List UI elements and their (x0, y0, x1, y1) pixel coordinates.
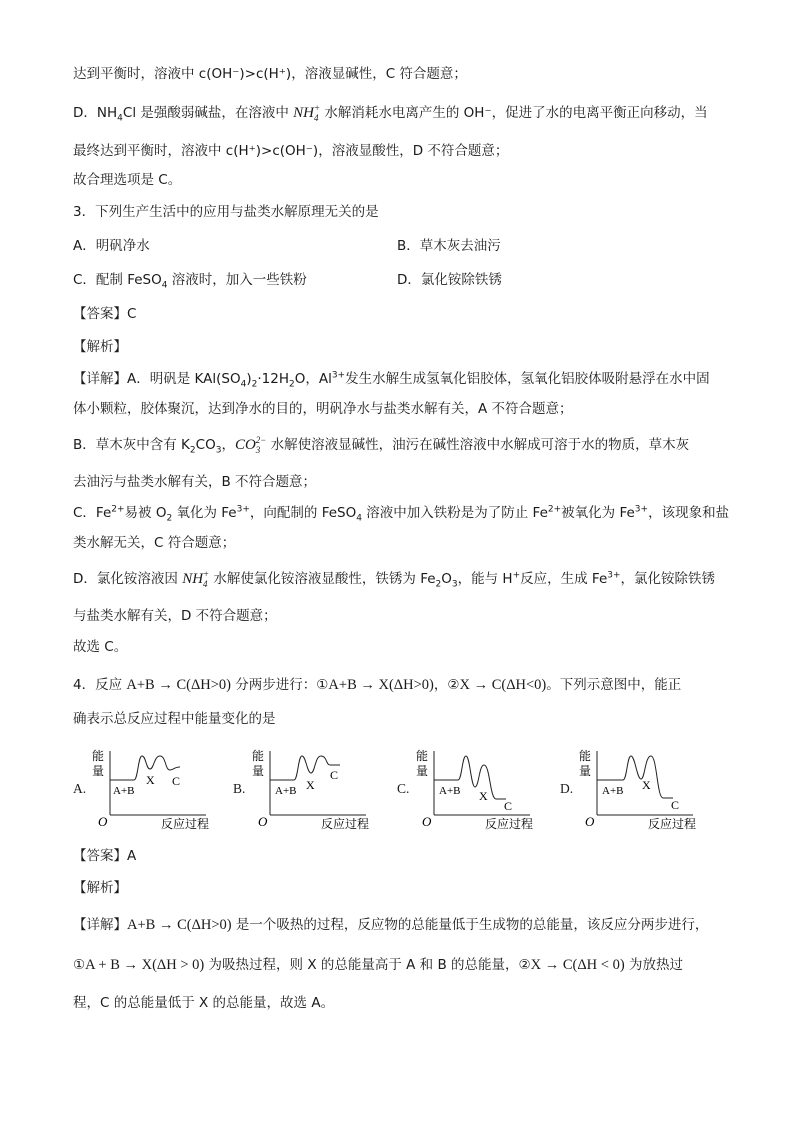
energy-diagram-c (412, 743, 572, 835)
q3-detail-line-5: C．$Fe^{2+}$易被 $O_2$ 氧化为 $Fe^{3+}$，向配制的 FeSO$_4$ 溶液中加入铁粉是为了防止 $Fe^{2+}$被氧化为 $Fe^{3+}$，该现象和盐 (73, 504, 730, 524)
energy-diagram-b-svg (248, 743, 408, 835)
diagram-xlabel: 反应过程 (161, 817, 210, 831)
q3-analysis-title: 【解析】 (73, 339, 127, 355)
q4-diagram-label-a: A. (73, 781, 87, 796)
diagram-ylabel-2: 量 (92, 764, 105, 778)
reactant-label: A+B (602, 785, 624, 797)
intermediate-label: X (146, 773, 155, 787)
q4-stem-line-2: 确表示总反应过程中能量变化的是 (73, 711, 276, 727)
q3-detail-line-2: 体小颗粒，胶体聚沉，达到净水的目的，明矾净水与盐类水解有关，A 不符合题意； (73, 401, 573, 417)
q4-answer: 【答案】A (73, 848, 137, 864)
intermediate-label: X (642, 778, 651, 792)
diagram-xlabel: 反应过程 (648, 817, 697, 831)
reactant-label: A+B (113, 785, 135, 797)
q4-diagram-label-b: B. (233, 781, 246, 796)
q2-option-d-line-2: 最终达到平衡时，溶液中 c(H⁺)>c(OH⁻)，溶液显酸性，D 不符合题意； (73, 143, 509, 159)
energy-diagram-a (88, 743, 248, 835)
q3-detail-line-3: B．草木灰中含有 $K_2CO_3$，CO 2− 3 水解使溶液显碱性，油污在碱性溶液中水解成可溶于水的物质，草木灰 (73, 435, 690, 456)
q3-option-b: B．草木灰去油污 (397, 238, 501, 254)
diagram-origin: O (422, 814, 432, 829)
q3-answer: 【答案】C (73, 306, 137, 322)
energy-diagram-d-svg (575, 743, 735, 835)
q3-detail-line-4: 去油污与盐类水解有关，B 不符合题意； (73, 474, 317, 490)
diagram-ylabel-2: 量 (579, 764, 592, 778)
q3-detail-line-1: 【详解】A．明矾是 $KAl(SO_4)_2\cdot 12H_2O$，$Al^{3+}$发生水解生成氢氧化铝胶体，氢氧化铝胶体吸附悬浮在水中固 (73, 370, 710, 390)
q3-option-d: D．氯化铵除铁锈 (397, 272, 502, 288)
reactant-label: A+B (439, 785, 461, 797)
q4-detail-line-3: 程，C 的总能量低于 X 的总能量，故选 A。 (73, 995, 335, 1011)
diagram-ylabel-2: 量 (252, 764, 265, 778)
q3-detail-line-8: 与盐类水解有关，D 不符合题意； (73, 608, 277, 624)
diagram-ylabel-1: 能 (416, 749, 429, 763)
q3-stem: 3．下列生产生活中的应用与盐类水解原理无关的是 (73, 204, 379, 220)
q2-option-d-line: D．$NH_4Cl$ 是强酸弱碱盐，在溶液中 NH + 4 水解消耗水电离产生的 OH⁻，促进了水的电离平衡正向移动，当 (73, 103, 708, 124)
q3-conclusion: 故选 C。 (73, 639, 128, 655)
energy-curve (110, 756, 180, 780)
energy-diagram-b (248, 743, 408, 835)
q4-diagram-label-d: D. (560, 781, 574, 796)
diagram-origin: O (585, 814, 595, 829)
product-label: C (172, 774, 181, 788)
intermediate-label: X (479, 789, 488, 803)
q4-detail-line-2: ①A + B → X(ΔH > 0) 为吸热过程，则 X 的总能量高于 A 和 B 的总能量，②X → C(ΔH < 0) 为放热过 (73, 957, 683, 973)
q4-detail-line-1: 【详解】A+B → C(ΔH>0) 是一个吸热的过程，反应物的总能量低于生成物的总能量，该反应分两步进行， (73, 917, 709, 933)
intermediate-label: X (306, 778, 315, 792)
diagram-origin: O (258, 814, 268, 829)
energy-diagram-d (575, 743, 735, 835)
q3-detail-line-6: 类水解无关，C 符合题意； (73, 535, 236, 551)
product-label: C (504, 799, 513, 813)
energy-diagram-a-svg (88, 743, 248, 835)
diagram-ylabel-1: 能 (92, 749, 105, 763)
q4-stem-line-1: 4．反应 A+B → C(ΔH>0) 分两步进行：①A+B → X(ΔH>0)，②X → C(ΔH<0)。下列示意图中，能正 (73, 677, 682, 693)
q4-diagram-label-c: C. (397, 781, 410, 796)
q2-line-1: 达到平衡时，溶液中 c(OH⁻)>c(H⁺)，溶液显碱性，C 符合题意； (73, 66, 467, 82)
q3-option-a: A．明矾净水 (73, 238, 150, 254)
diagram-xlabel: 反应过程 (321, 817, 370, 831)
reactant-label: A+B (275, 785, 297, 797)
diagram-xlabel: 反应过程 (485, 817, 534, 831)
q3-option-c: C．配制 FeSO$_4$ 溶液时，加入一些铁粉 (73, 272, 307, 291)
q3-detail-line-7: D．氯化铵溶液因 NH + 4 水解使氯化铵溶液显酸性，铁锈为 $Fe_2O_3$，能与 H+反应，生成 $Fe^{3+}$，氯化铵除铁锈 (73, 569, 716, 590)
energy-diagram-c-svg (412, 743, 572, 835)
diagram-ylabel-1: 能 (252, 749, 265, 763)
q2-conclusion: 故合理选项是 C。 (73, 172, 182, 188)
product-label: C (330, 768, 339, 782)
q4-analysis-title: 【解析】 (73, 880, 127, 896)
diagram-ylabel-1: 能 (579, 749, 592, 763)
diagram-origin: O (98, 814, 108, 829)
diagram-ylabel-2: 量 (416, 764, 429, 778)
product-label: C (671, 798, 680, 812)
